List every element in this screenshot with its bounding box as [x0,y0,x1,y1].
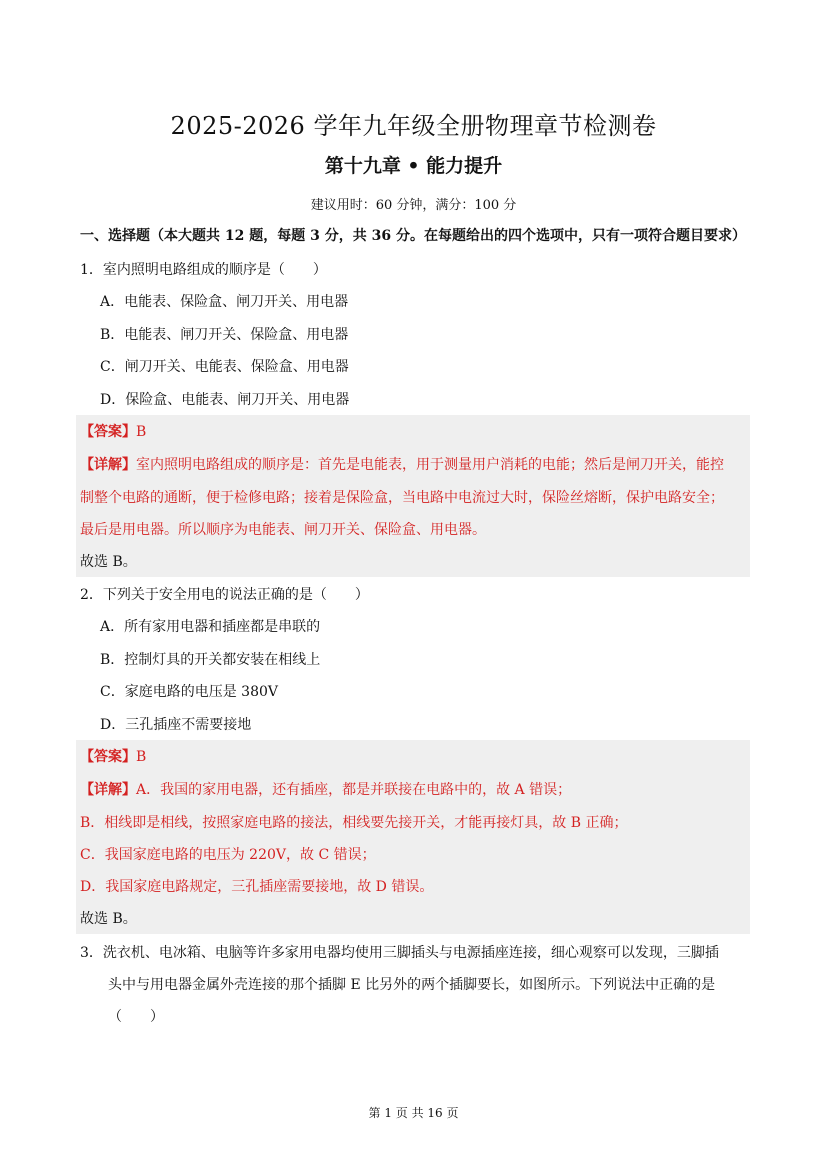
question-1-option-d: D．保险盒、电能表、闸刀开关、用电器 [100,392,350,408]
page-footer: 第 1 页 共 16 页 [368,1106,459,1120]
question-1-option-c: C．闸刀开关、电能表、保险盒、用电器 [100,359,349,375]
question-2-detail-line-2: B．相线即是相线，按照家庭电路的接法，相线要先接开关，才能再接灯具，故 B 正确； [80,815,628,831]
question-3-line-1: 3．洗衣机、电冰箱、电脑等许多家用电器均使用三脚插头与电源插座连接，细心观察可以发现，三脚插 [80,945,719,961]
question-1-detail-line-2: 制整个电路的通断，便于检修电路；接着是保险盒，当电路中电流过大时，保险丝熔断，保护电路安全； [80,490,724,506]
question-1-option-a: A．电能表、保险盒、闸刀开关、用电器 [100,294,349,310]
time-info: 建议用时：60 分钟，满分：100 分 [310,198,517,213]
question-2-conclusion: 故选 B。 [80,911,137,927]
question-2-detail-line-3: C．我国家庭电路的电压为 220V，故 C 错误； [80,847,376,863]
chapter-title: 第十九章 • 能力提升 [324,155,503,177]
question-2-option-c: C．家庭电路的电压是 380V [100,684,278,700]
question-1-detail-line-3: 最后是用电器。所以顺序为电能表、闸刀开关、保险盒、用电器。 [80,522,486,538]
answer-value: B [136,424,147,440]
question-1-stem: 1．室内照明电路组成的顺序是（ ） [80,262,327,278]
question-1-conclusion: 故选 B。 [80,554,137,570]
question-1-answer [80,421,146,441]
question-2-detail-line-1 [80,779,571,799]
question-3-line-3: （ ） [108,1009,164,1025]
question-2-option-b: B．控制灯具的开关都安装在相线上 [100,652,321,668]
question-1-answer-box [76,415,750,577]
question-1-detail-line-1 [80,454,724,474]
answer-tag: 【答案】 [80,749,136,765]
answer-tag: 【答案】 [80,424,136,440]
question-2-stem: 2．下列关于安全用电的说法正确的是（ ） [80,587,369,603]
answer-value: B [136,749,147,765]
question-2-option-d: D．三孔插座不需要接地 [100,717,252,733]
section-heading: 一、选择题（本大题共 12 题，每题 3 分，共 36 分。在每题给出的四个选项中，只有一项符合题目要求） [80,228,746,244]
question-2-option-a: A．所有家用电器和插座都是串联的 [100,619,321,635]
detail-text: A．我国的家用电器，还有插座，都是并联接在电路中的，故 A 错误； [136,782,572,798]
question-2-answer-box [76,740,750,934]
detail-text: 室内照明电路组成的顺序是：首先是电能表，用于测量用户消耗的电能；然后是闸刀开关，能控 [136,457,724,473]
question-2-answer [80,746,146,766]
detail-tag: 【详解】 [80,457,136,473]
question-1-option-b: B．电能表、闸刀开关、保险盒、用电器 [100,327,349,343]
question-3-line-2: 头中与用电器金属外壳连接的那个插脚 E 比另外的两个插脚要长，如图所示。下列说法中正确的是 [108,977,716,993]
page-title: 2025-2026 学年九年级全册物理章节检测卷 [170,112,657,140]
question-2-detail-line-4: D．我国家庭电路规定，三孔插座需要接地，故 D 错误。 [80,879,434,895]
detail-tag: 【详解】 [80,782,136,798]
